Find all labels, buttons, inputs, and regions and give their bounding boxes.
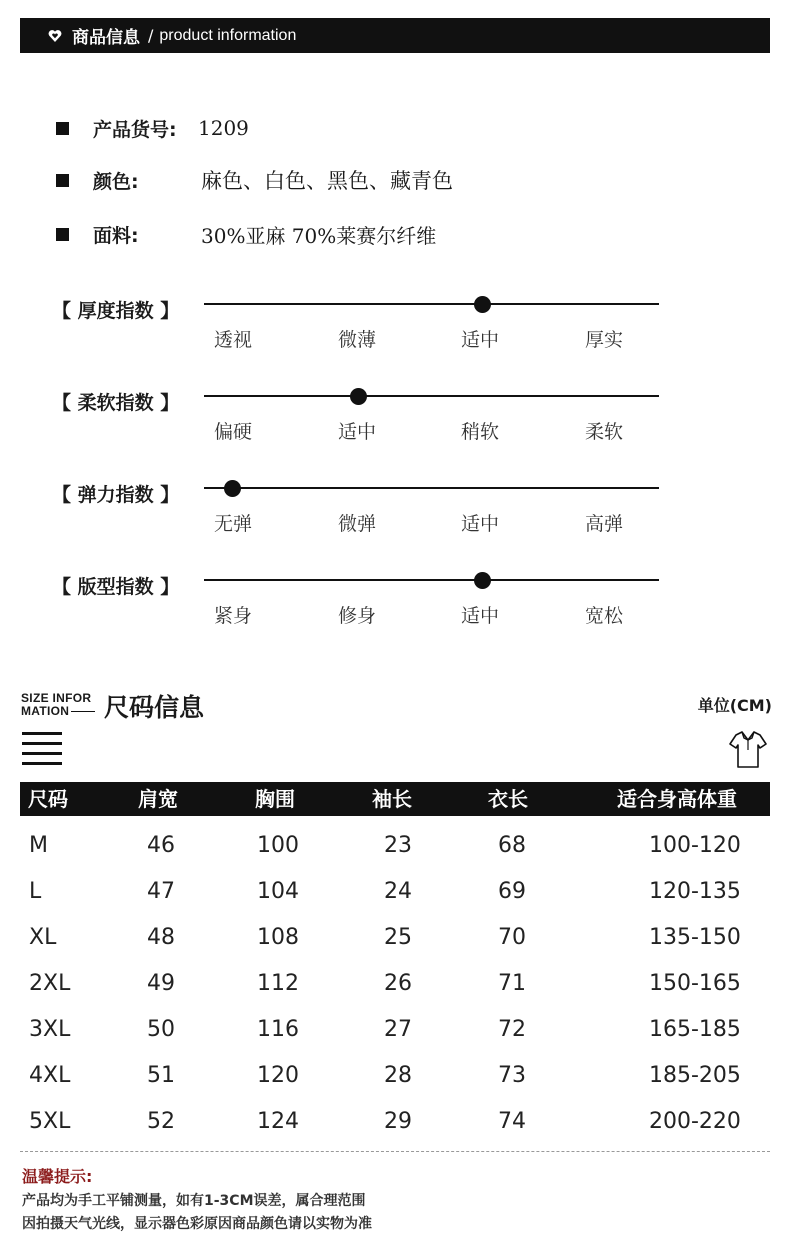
table-cell: 23: [384, 833, 412, 858]
table-row: [20, 869, 770, 915]
table-cell: M: [29, 833, 48, 858]
dashed-divider: [20, 1151, 770, 1152]
table-cell: 69: [498, 879, 526, 904]
info-label: 产品货号:: [93, 118, 177, 141]
index-title: 【 版型指数 】: [52, 576, 180, 598]
table-cell: 28: [384, 1063, 412, 1088]
table-cell: 150-165: [649, 971, 741, 996]
table-cell: 200-220: [649, 1109, 741, 1134]
index-marker: [224, 480, 241, 497]
index-option: 紧身: [214, 605, 253, 627]
index-option: 微薄: [338, 329, 377, 351]
table-row: [20, 1007, 770, 1053]
unit-label: 单位(CM): [697, 696, 772, 715]
divider-dash: [71, 711, 95, 712]
index-track: [204, 395, 659, 397]
index-title: 【 柔软指数 】: [52, 392, 180, 414]
index-option: 宽松: [585, 605, 624, 627]
menu-lines-icon: [22, 732, 62, 766]
index-option: 适中: [461, 329, 500, 351]
table-cell: 104: [257, 879, 299, 904]
info-row-color: [56, 165, 453, 195]
index-title: 【 弹力指数 】: [52, 484, 180, 506]
table-cell: 25: [384, 925, 412, 950]
tips-title: 温馨提示:: [22, 1167, 93, 1186]
col-header-length: 衣长: [488, 787, 528, 811]
table-cell: 49: [147, 971, 175, 996]
info-value: 30%亚麻 70%莱赛尔纤维: [201, 223, 437, 248]
info-label: 颜色:: [93, 170, 139, 193]
table-row: [20, 915, 770, 961]
table-cell: 50: [147, 1017, 175, 1042]
shirt-icon: [728, 728, 768, 770]
index-title: 【 厚度指数 】: [52, 300, 180, 322]
table-cell: 47: [147, 879, 175, 904]
info-row-fabric: [56, 219, 436, 249]
table-cell: XL: [29, 925, 57, 950]
table-cell: 24: [384, 879, 412, 904]
index-option: 微弹: [338, 513, 377, 535]
table-row: [20, 961, 770, 1007]
table-cell: 3XL: [29, 1017, 71, 1042]
size-en-line1: SIZE INFOR: [21, 691, 92, 705]
table-cell: 70: [498, 925, 526, 950]
section-header-bar: [20, 18, 770, 53]
info-label: 面料:: [93, 224, 139, 247]
size-info-title: 尺码信息: [104, 693, 205, 722]
header-title-cn: 商品信息: [72, 28, 140, 48]
table-cell: 185-205: [649, 1063, 741, 1088]
table-row: [20, 1099, 770, 1145]
table-cell: 51: [147, 1063, 175, 1088]
table-cell: 120-135: [649, 879, 741, 904]
table-cell: 165-185: [649, 1017, 741, 1042]
index-option: 适中: [461, 605, 500, 627]
index-option: 无弹: [214, 513, 253, 535]
col-header-shoulder: 肩宽: [138, 787, 178, 811]
table-cell: 27: [384, 1017, 412, 1042]
index-option: 厚实: [585, 329, 624, 351]
table-cell: 2XL: [29, 971, 71, 996]
bullet-square-icon: [56, 122, 69, 135]
table-cell: 29: [384, 1109, 412, 1134]
index-marker: [474, 572, 491, 589]
index-marker: [350, 388, 367, 405]
table-cell: 71: [498, 971, 526, 996]
col-header-sleeve: 袖长: [372, 787, 412, 811]
table-cell: L: [29, 879, 42, 904]
table-row: [20, 823, 770, 869]
index-option: 高弹: [585, 513, 624, 535]
index-option: 稍软: [461, 421, 500, 443]
table-cell: 52: [147, 1109, 175, 1134]
index-track: [204, 579, 659, 581]
table-cell: 112: [257, 971, 299, 996]
bullet-square-icon: [56, 228, 69, 241]
tip-line: 因拍摄天气光线，显示器色彩原因商品颜色请以实物为准: [22, 1216, 372, 1232]
index-marker: [474, 296, 491, 313]
table-cell: 100: [257, 833, 299, 858]
table-cell: 120: [257, 1063, 299, 1088]
table-cell: 116: [257, 1017, 299, 1042]
tip-line: 产品均为手工平铺测量，如有1-3CM误差，属合理范围: [22, 1193, 366, 1209]
table-cell: 48: [147, 925, 175, 950]
table-cell: 124: [257, 1109, 299, 1134]
table-cell: 108: [257, 925, 299, 950]
index-track: [204, 487, 659, 489]
col-header-size: 尺码: [28, 787, 68, 811]
table-cell: 73: [498, 1063, 526, 1088]
info-value: 麻色、白色、黑色、藏青色: [201, 169, 453, 193]
info-value: 1209: [198, 116, 249, 140]
table-cell: 72: [498, 1017, 526, 1042]
info-row-item-number: [56, 113, 249, 143]
table-cell: 5XL: [29, 1109, 71, 1134]
heart-icon: [48, 29, 62, 43]
index-option: 适中: [338, 421, 377, 443]
table-row: [20, 1053, 770, 1099]
header-title-en: product information: [159, 26, 297, 44]
index-option: 柔软: [585, 421, 624, 443]
index-option: 透视: [214, 329, 253, 351]
header-separator: /: [148, 26, 154, 45]
size-info-en-label: [21, 692, 95, 718]
table-cell: 4XL: [29, 1063, 71, 1088]
col-header-chest: 胸围: [255, 787, 295, 811]
col-header-fit-height-weight: 适合身高体重: [617, 787, 737, 811]
index-option: 适中: [461, 513, 500, 535]
table-cell: 100-120: [649, 833, 741, 858]
size-en-line2: MATION: [21, 704, 70, 718]
table-cell: 46: [147, 833, 175, 858]
index-option: 修身: [338, 605, 377, 627]
bullet-square-icon: [56, 174, 69, 187]
table-cell: 26: [384, 971, 412, 996]
index-option: 偏硬: [214, 421, 253, 443]
table-cell: 74: [498, 1109, 526, 1134]
table-cell: 68: [498, 833, 526, 858]
index-track: [204, 303, 659, 305]
table-cell: 135-150: [649, 925, 741, 950]
size-table-header: [20, 782, 770, 816]
